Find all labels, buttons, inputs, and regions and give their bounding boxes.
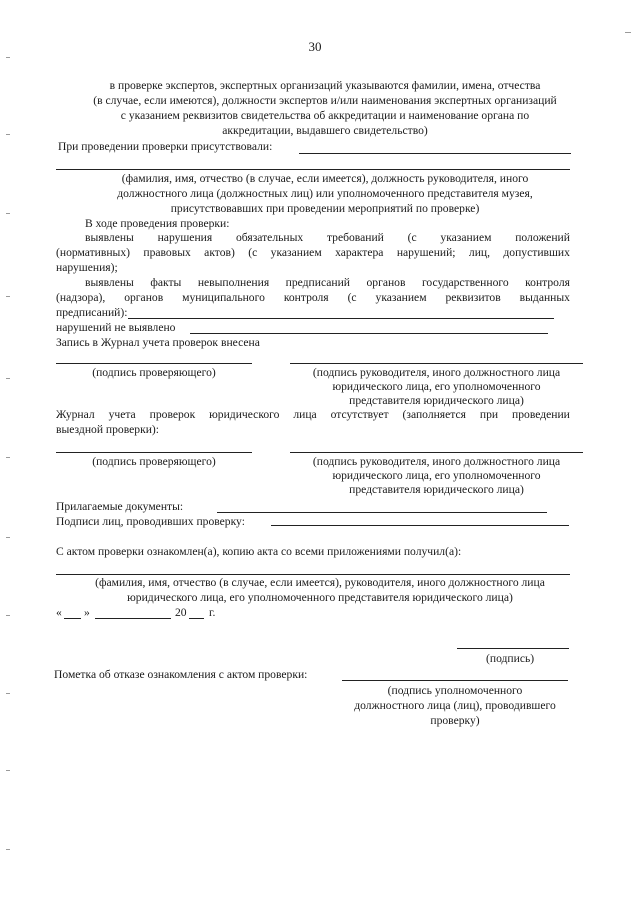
page-number: 30 — [308, 39, 322, 54]
orders-line: (надзора), органов муниципального контроля (с указанием реквизитов выданных — [56, 291, 570, 304]
head-signature-hint: (подпись руководителя, иного должностного лица — [312, 455, 561, 468]
date-day-field[interactable] — [64, 618, 81, 619]
inspector-signature-field[interactable] — [56, 452, 252, 453]
signatures-label: Подписи лиц, проводивших проверку: — [56, 515, 245, 528]
present-field[interactable] — [299, 153, 571, 154]
refusal-label: Пометка об отказе ознакомления с актом проверки: — [54, 668, 308, 681]
head-signature-hint: юридического лица, его уполномоченного — [332, 380, 541, 393]
scan-mark — [6, 134, 10, 135]
acquainted-hint-line: (фамилия, имя, отчество (в случае, если имеется), руководителя, иного должностного лица — [95, 576, 545, 589]
head-signature-hint: (подпись руководителя, иного должностного лица — [312, 366, 561, 379]
signatures-field[interactable] — [271, 525, 569, 526]
head-signature-hint: представителя юридического лица) — [349, 394, 524, 407]
journal-absent-line: Журнал учета проверок юридического лица отсутствует (заполняется при проведении — [56, 408, 570, 421]
scan-mark — [6, 457, 10, 458]
head-signature-field[interactable] — [290, 452, 583, 453]
date-close-quote: » — [84, 606, 90, 619]
date-month-field[interactable] — [95, 618, 171, 619]
refusal-hint-line: (подпись уполномоченного — [387, 684, 523, 697]
scan-mark — [6, 213, 10, 214]
inspector-signature-hint: (подпись проверяющего) — [92, 366, 216, 379]
date-open-quote: « — [56, 606, 62, 619]
date-year-prefix: 20 — [175, 606, 187, 619]
refusal-hint-line: должностного лица (лиц), проводившего — [354, 699, 556, 712]
experts-note-line: с указанием реквизитов свидетельства об аккредитации и наименование органа по — [120, 109, 530, 122]
no-violations-label: нарушений не выявлено — [56, 321, 176, 334]
present-hint-line: (фамилия, имя, отчество (в случае, если имеется), должность руководителя, иного — [121, 172, 529, 185]
refusal-hint-line: проверку) — [430, 714, 480, 727]
experts-note-line: аккредитации, выдавшего свидетельство) — [222, 124, 428, 137]
violations-line: выявлены нарушения обязательных требований (с указанием положений — [85, 231, 570, 244]
attached-docs-field[interactable] — [217, 512, 547, 513]
journal-entry-label: Запись в Журнал учета проверок внесена — [56, 336, 260, 349]
inspector-signature-hint: (подпись проверяющего) — [92, 455, 216, 468]
orders-line: выявлены факты невыполнения предписаний органов государственного контроля — [85, 276, 570, 289]
present-label: При проведении проверки присутствовали: — [58, 140, 273, 153]
violations-line: (нормативных) правовых актов) (с указанием характера нарушений; лиц, допустивших — [56, 246, 570, 259]
experts-note-line: (в случае, если имеются), должности экспертов и/или наименования экспертных организаций — [93, 94, 557, 107]
head-signature-hint: представителя юридического лица) — [349, 483, 524, 496]
scan-mark — [6, 849, 10, 850]
orders-line: предписаний): — [56, 306, 128, 319]
no-violations-field[interactable] — [190, 333, 548, 334]
course-label: В ходе проведения проверки: — [85, 217, 230, 230]
scan-mark — [6, 296, 10, 297]
experts-note-line: в проверке экспертов, экспертных организаций указываются фамилии, имена, отчества — [109, 79, 541, 92]
present-hint-line: должностного лица (должностных лиц) или уполномоченного представителя музея, — [117, 187, 533, 200]
refusal-field[interactable] — [342, 680, 568, 681]
violations-line: нарушения); — [56, 261, 118, 274]
journal-absent-line: выездной проверки): — [56, 423, 159, 436]
acquainted-hint-line: юридического лица, его уполномоченного представителя юридического лица) — [127, 591, 513, 604]
signature-hint: (подпись) — [486, 652, 535, 665]
head-signature-hint: юридического лица, его уполномоченного — [332, 469, 541, 482]
acquainted-signature-field[interactable] — [457, 648, 569, 649]
present-hint-line: присутствовавших при проведении мероприятий по проверке) — [170, 202, 480, 215]
scan-mark — [6, 57, 10, 58]
acquainted-label: С актом проверки ознакомлен(а), копию акта со всеми приложениями получил(а): — [56, 545, 462, 558]
head-signature-field[interactable] — [290, 363, 583, 364]
date-year-suffix: г. — [209, 606, 216, 619]
scan-mark — [6, 537, 10, 538]
orders-field[interactable] — [128, 318, 554, 319]
scan-mark — [625, 32, 631, 33]
scan-mark — [6, 770, 10, 771]
acquainted-field[interactable] — [56, 574, 570, 575]
inspector-signature-field[interactable] — [56, 363, 252, 364]
scan-mark — [6, 378, 10, 379]
scan-mark — [6, 615, 10, 616]
attached-docs-label: Прилагаемые документы: — [56, 500, 184, 513]
date-year-field[interactable] — [189, 618, 204, 619]
present-field-line2[interactable] — [56, 169, 570, 170]
scan-mark — [6, 693, 10, 694]
